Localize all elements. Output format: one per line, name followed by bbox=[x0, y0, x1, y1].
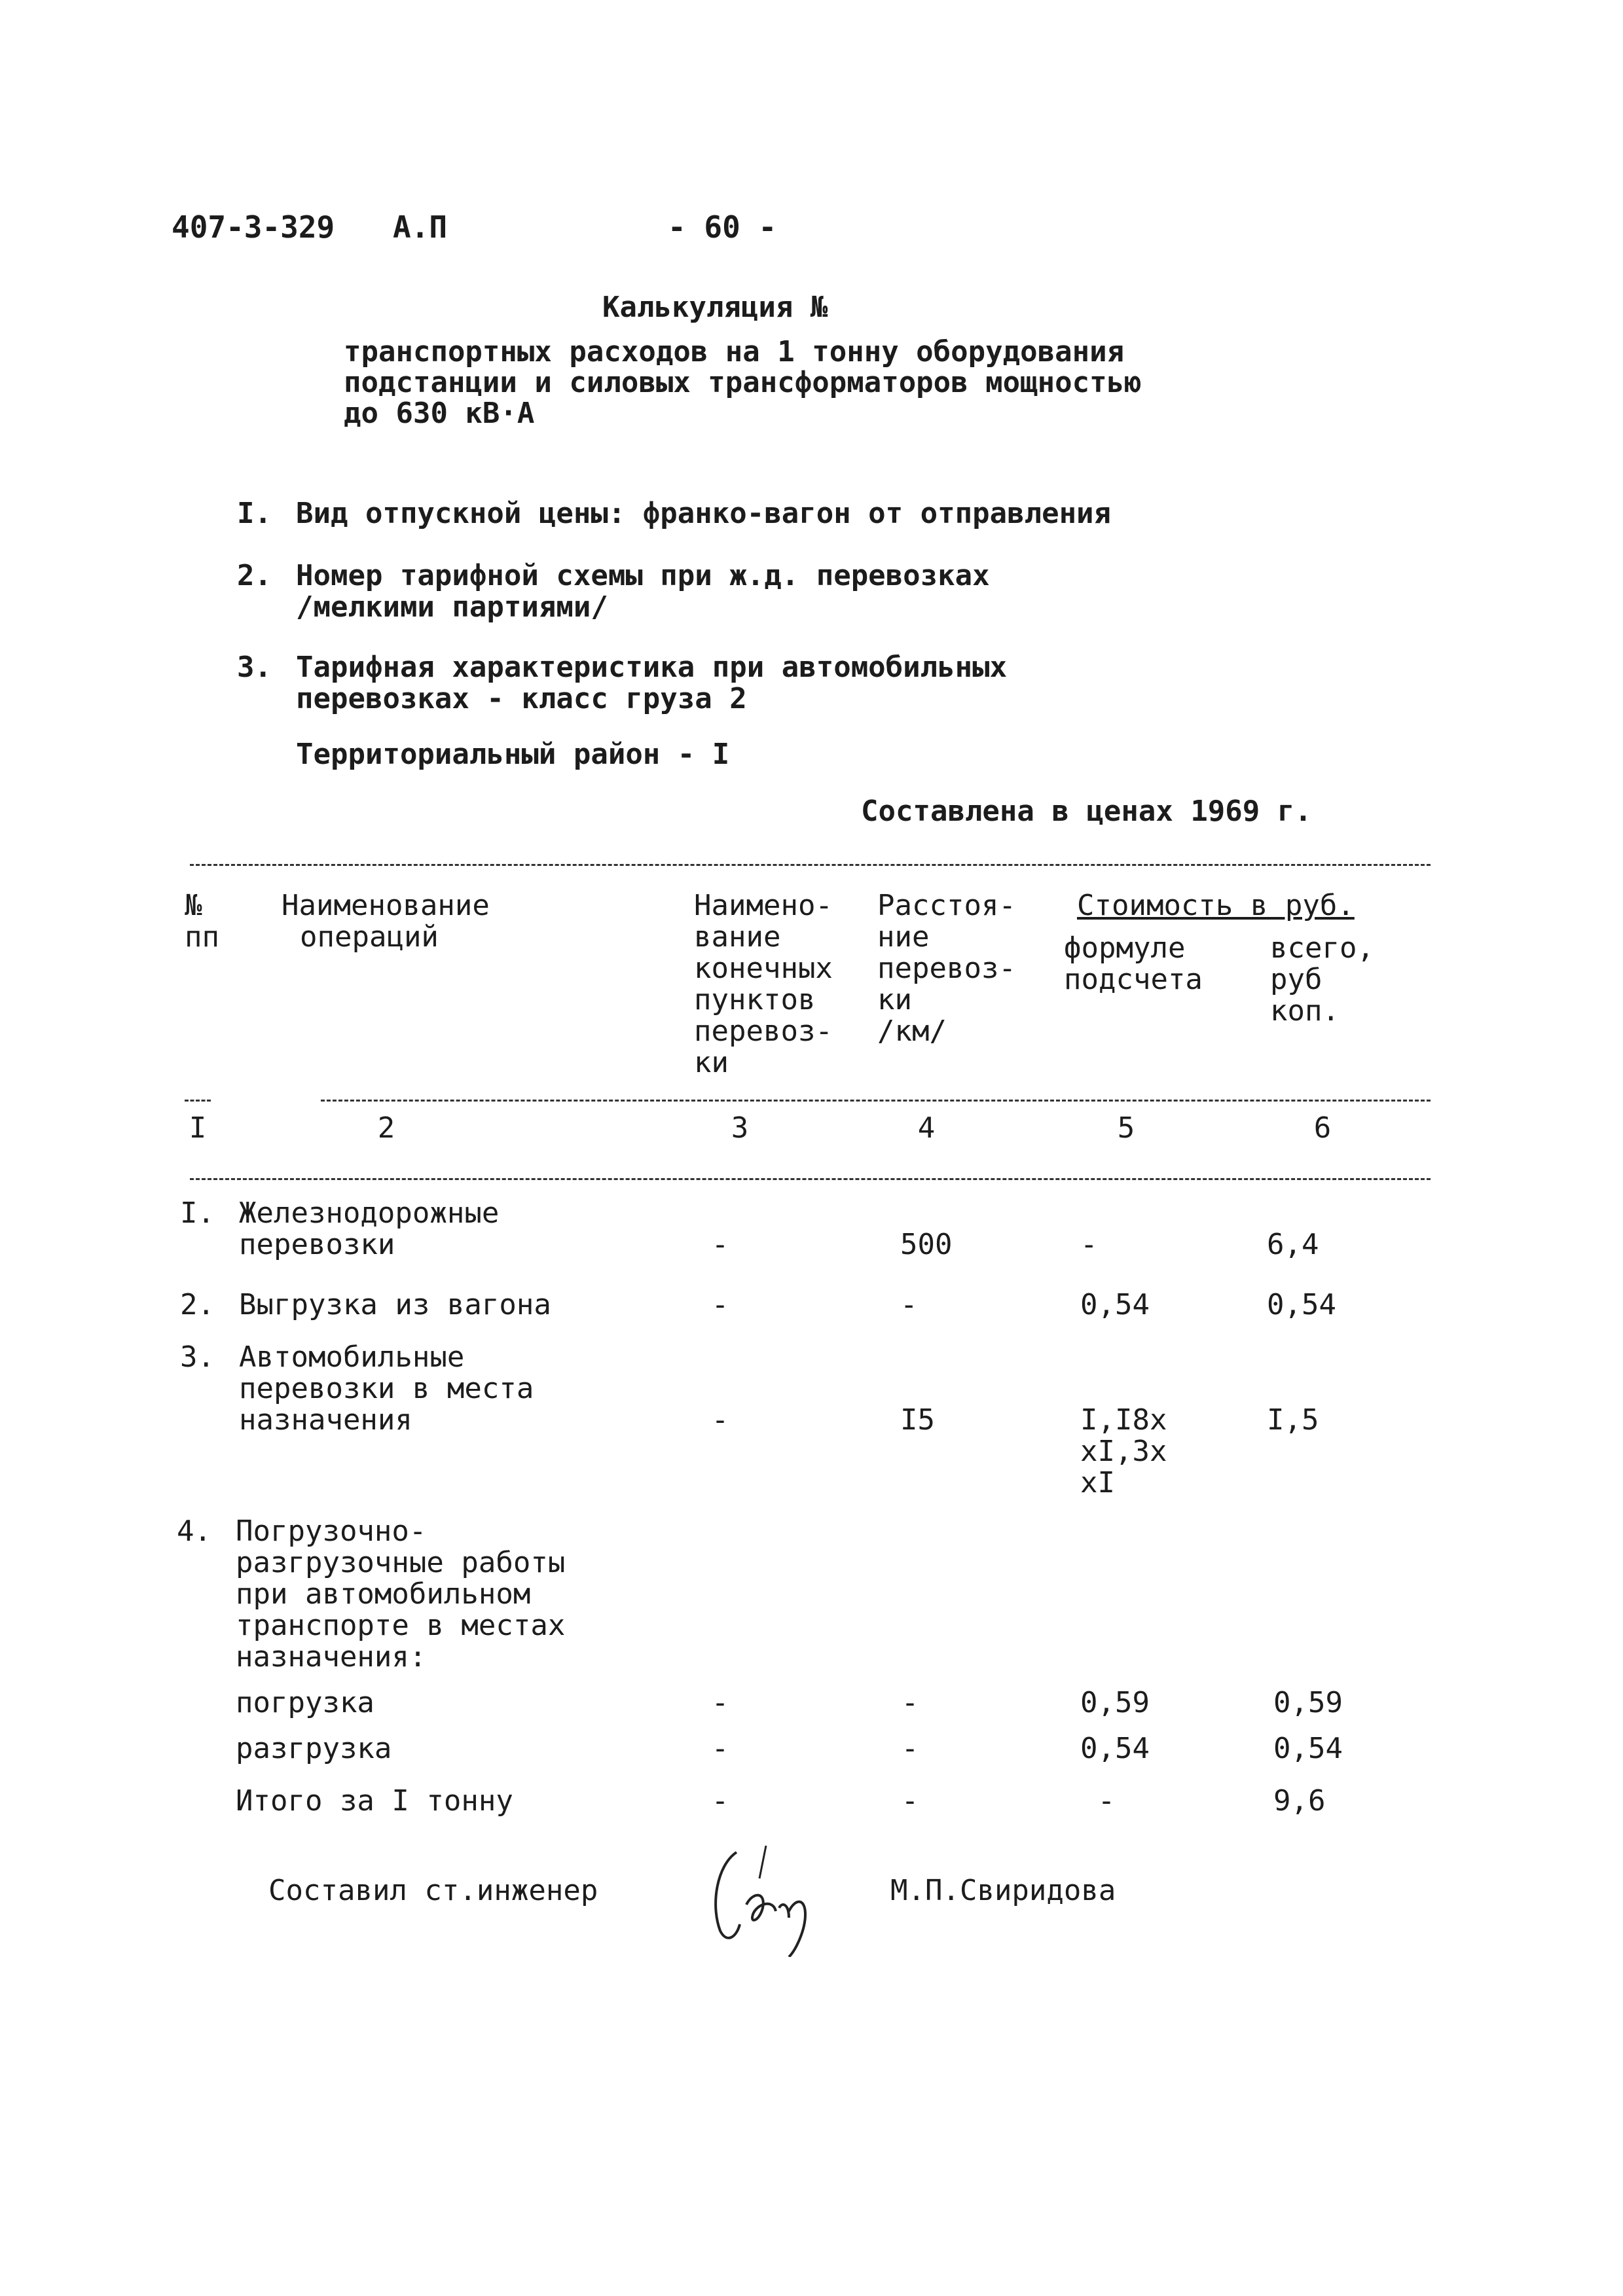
item-number: 3. bbox=[237, 651, 272, 684]
row-name-line: разгрузочные работы bbox=[236, 1546, 566, 1579]
row-name-line: погрузка bbox=[236, 1686, 374, 1719]
row-distance: - bbox=[901, 1686, 919, 1719]
header-distance-line: /км/ bbox=[877, 1014, 947, 1048]
item-text: перевозках - класс груза 2 bbox=[296, 682, 747, 715]
row-distance: - bbox=[900, 1288, 918, 1321]
row-points: - bbox=[711, 1784, 729, 1818]
header-distance-line: ки bbox=[877, 983, 912, 1016]
price-basis: Составлена в ценах 1969 г. bbox=[861, 795, 1312, 828]
header-operation-line: Наименование bbox=[282, 889, 490, 922]
album-label: А.П bbox=[393, 209, 448, 245]
header-rule-short bbox=[185, 1100, 211, 1102]
subtitle-line-2: подстанции и силовых трансформаторов мощностью bbox=[344, 366, 1142, 399]
row-total: 0,59 bbox=[1273, 1686, 1343, 1719]
grand-total: 9,6 bbox=[1273, 1784, 1326, 1818]
header-cost-group: Стоимость в руб. bbox=[1077, 889, 1355, 922]
row-formula-line: - bbox=[1080, 1228, 1098, 1261]
header-formula-line: формуле bbox=[1064, 931, 1186, 965]
page-number: - 60 - bbox=[668, 209, 777, 245]
row-name-line: при автомобильном bbox=[236, 1577, 531, 1611]
row-total: 0,54 bbox=[1267, 1288, 1336, 1321]
header-formula-line: подсчета bbox=[1064, 963, 1203, 996]
header-total-line: всего, bbox=[1270, 931, 1374, 965]
row-name-line: назначения bbox=[239, 1403, 412, 1437]
row-points: - bbox=[711, 1288, 729, 1321]
row-formula-line: xI bbox=[1080, 1466, 1115, 1499]
header-operation-line: операций bbox=[300, 920, 439, 954]
header-total-line: коп. bbox=[1270, 994, 1340, 1028]
column-number: I bbox=[189, 1111, 207, 1145]
item-text: Тарифная характеристика при автомобильных bbox=[296, 651, 1008, 684]
header-distance-line: ние bbox=[877, 920, 930, 954]
row-formula-line: 0,54 bbox=[1080, 1288, 1150, 1321]
row-name-line: перевозки в места bbox=[239, 1372, 534, 1405]
header-distance-line: перевоз- bbox=[877, 952, 1016, 985]
row-formula-line: - bbox=[1097, 1784, 1116, 1818]
table-top-rule bbox=[190, 864, 1431, 866]
row-name-line: Железнодорожные bbox=[239, 1196, 500, 1230]
territory-line: Территориальный район - I bbox=[296, 738, 730, 771]
row-formula-line: I,I8x bbox=[1080, 1403, 1167, 1437]
compiler-name: М.П.Свиридова bbox=[890, 1874, 1116, 1907]
row-total: 0,54 bbox=[1273, 1732, 1343, 1765]
header-points-line: вание bbox=[694, 920, 781, 954]
row-distance: 500 bbox=[900, 1228, 953, 1261]
row-name-line: перевозки bbox=[239, 1228, 395, 1261]
item-text: /мелкими партиями/ bbox=[296, 590, 608, 624]
row-distance: - bbox=[901, 1732, 919, 1765]
row-points: - bbox=[711, 1686, 729, 1719]
row-points: - bbox=[711, 1403, 729, 1437]
row-name-line: транспорте в местах bbox=[236, 1609, 566, 1642]
column-number: 5 bbox=[1117, 1111, 1135, 1145]
header-rule bbox=[321, 1100, 1431, 1102]
row-number: 2. bbox=[180, 1288, 215, 1321]
header-num-line: пп bbox=[185, 920, 219, 954]
row-number: I. bbox=[180, 1196, 215, 1230]
header-distance-line: Расстоя- bbox=[877, 889, 1016, 922]
row-points: - bbox=[711, 1228, 729, 1261]
row-name-line: назначения: bbox=[236, 1640, 427, 1674]
row-total: I,5 bbox=[1267, 1403, 1319, 1437]
item-number: 2. bbox=[237, 559, 272, 592]
row-points: - bbox=[711, 1732, 729, 1765]
row-name-line: Погрузочно- bbox=[236, 1515, 427, 1548]
row-number: 4. bbox=[177, 1515, 211, 1548]
total-row-label: Итого за I тонну bbox=[236, 1784, 513, 1818]
column-number: 6 bbox=[1313, 1111, 1332, 1145]
column-number: 4 bbox=[917, 1111, 936, 1145]
column-number: 3 bbox=[731, 1111, 749, 1145]
row-name-line: Выгрузка из вагона bbox=[239, 1288, 551, 1321]
row-number: 3. bbox=[180, 1340, 215, 1374]
row-name-line: Автомобильные bbox=[239, 1340, 465, 1374]
item-text: Вид отпускной цены: франко-вагон от отправления bbox=[296, 497, 1112, 530]
column-numbers-rule bbox=[190, 1178, 1431, 1180]
page-title: Калькуляция № bbox=[602, 291, 828, 324]
signature bbox=[691, 1826, 841, 1957]
header-num-line: № bbox=[185, 889, 202, 922]
header-points-line: конечных bbox=[694, 952, 833, 985]
row-distance: - bbox=[901, 1784, 919, 1818]
header-points-line: пунктов bbox=[694, 983, 816, 1016]
subtitle-line-1: транспортных расходов на 1 тонну оборудования bbox=[344, 335, 1125, 368]
header-points-line: Наимено- bbox=[694, 889, 833, 922]
document-code: 407-3-329 bbox=[172, 209, 335, 245]
row-total: 6,4 bbox=[1267, 1228, 1319, 1261]
item-text: Номер тарифной схемы при ж.д. перевозках bbox=[296, 559, 990, 592]
row-formula-line: 0,59 bbox=[1080, 1686, 1150, 1719]
header-total-line: руб bbox=[1270, 963, 1322, 996]
header-points-line: перевоз- bbox=[694, 1014, 833, 1048]
item-number: I. bbox=[237, 497, 272, 530]
header-points-line: ки bbox=[694, 1046, 729, 1079]
row-name-line: разгрузка bbox=[236, 1732, 392, 1765]
column-number: 2 bbox=[377, 1111, 395, 1145]
row-formula-line: 0,54 bbox=[1080, 1732, 1150, 1765]
row-formula-line: xI,3x bbox=[1080, 1435, 1167, 1468]
compiled-by-label: Составил ст.инженер bbox=[268, 1874, 598, 1907]
row-distance: I5 bbox=[900, 1403, 935, 1437]
subtitle-line-3: до 630 кВ·А bbox=[344, 397, 535, 430]
